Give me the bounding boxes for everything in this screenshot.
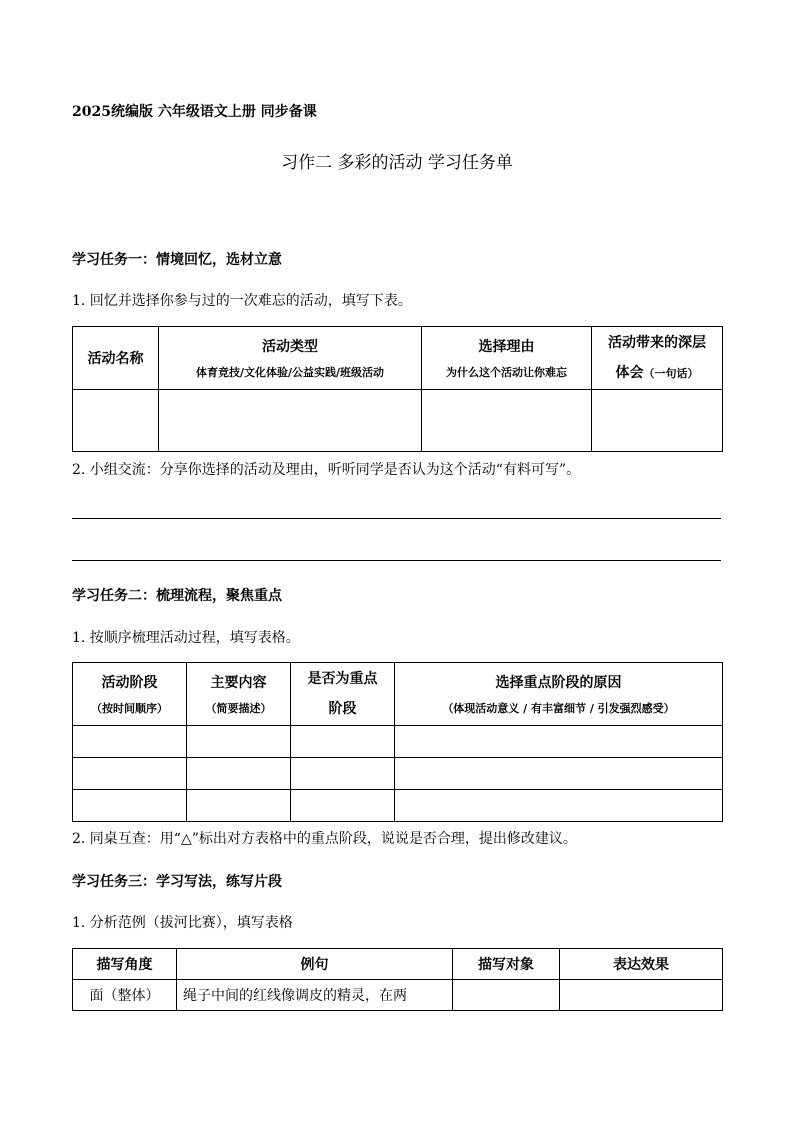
header-content: 主要内容 （简要描述） — [187, 663, 291, 726]
header-insight: 活动带来的深层 体会（一句话） — [592, 327, 723, 390]
input-cell[interactable] — [73, 390, 159, 452]
table-row — [73, 790, 723, 822]
task2-question2: 2. 同桌互查：用“△”标出对方表格中的重点阶段，说说是否合理，提出修改建议。 — [72, 831, 577, 847]
task1-question1: 1. 回忆并选择你参与过的一次难忘的活动，填写下表。 — [72, 293, 412, 309]
table-header-row — [73, 663, 723, 726]
header-angle: 描写角度 — [73, 949, 177, 980]
header-stage: 活动阶段 （按时间顺序） — [73, 663, 187, 726]
table-row — [73, 758, 723, 790]
input-cell[interactable] — [73, 790, 187, 822]
header-is-key: 是否为重点 阶段 — [291, 663, 395, 726]
input-cell[interactable] — [73, 726, 187, 758]
task1-table — [72, 326, 723, 452]
task1-heading: 学习任务一：情境回忆，选材立意 — [72, 252, 282, 268]
input-cell[interactable] — [560, 980, 723, 1011]
input-cell[interactable] — [291, 790, 395, 822]
input-cell[interactable] — [291, 726, 395, 758]
task1-question2: 2. 小组交流：分享你选择的活动及理由，听听同学是否认为这个活动“有料可写”。 — [72, 462, 581, 478]
task2-question1: 1. 按顺序梳理活动过程，填写表格。 — [72, 630, 300, 646]
table-row — [73, 726, 723, 758]
header-key-reason: 选择重点阶段的原因 （体现活动意义 / 有丰富细节 / 引发强烈感受） — [395, 663, 723, 726]
table-row — [73, 980, 723, 1011]
input-cell[interactable] — [422, 390, 592, 452]
task3-table — [72, 948, 723, 1011]
answer-line[interactable] — [72, 560, 721, 561]
cell-example: 绳子中间的红线像调皮的精灵，在两 — [177, 980, 453, 1011]
input-cell[interactable] — [187, 726, 291, 758]
cell-angle: 面（整体） — [73, 980, 177, 1011]
table-row — [73, 390, 723, 452]
input-cell[interactable] — [395, 726, 723, 758]
header-activity-name: 活动名称 — [73, 327, 159, 390]
header-activity-type: 活动类型 体育竞技/文化体验/公益实践/班级活动 — [159, 327, 422, 390]
input-cell[interactable] — [453, 980, 560, 1011]
input-cell[interactable] — [395, 790, 723, 822]
header-example: 例句 — [177, 949, 453, 980]
input-cell[interactable] — [291, 758, 395, 790]
task3-question1: 1. 分析范例（拔河比赛），填写表格 — [72, 915, 293, 931]
task2-table — [72, 662, 723, 822]
table-header-row — [73, 949, 723, 980]
input-cell[interactable] — [187, 790, 291, 822]
table-header-row — [73, 327, 723, 390]
input-cell[interactable] — [395, 758, 723, 790]
page-title: 习作二 多彩的活动 学习任务单 — [281, 153, 513, 173]
task3-heading: 学习任务三：学习写法，练写片段 — [72, 874, 282, 890]
input-cell[interactable] — [187, 758, 291, 790]
header-effect: 表达效果 — [560, 949, 723, 980]
input-cell[interactable] — [592, 390, 723, 452]
header-reason: 选择理由 为什么这个活动让你难忘 — [422, 327, 592, 390]
answer-line[interactable] — [72, 518, 721, 519]
input-cell[interactable] — [159, 390, 422, 452]
document-header: 2025统编版 六年级语文上册 同步备课 — [72, 104, 317, 120]
task2-heading: 学习任务二：梳理流程，聚焦重点 — [72, 588, 282, 604]
header-object: 描写对象 — [453, 949, 560, 980]
input-cell[interactable] — [73, 758, 187, 790]
